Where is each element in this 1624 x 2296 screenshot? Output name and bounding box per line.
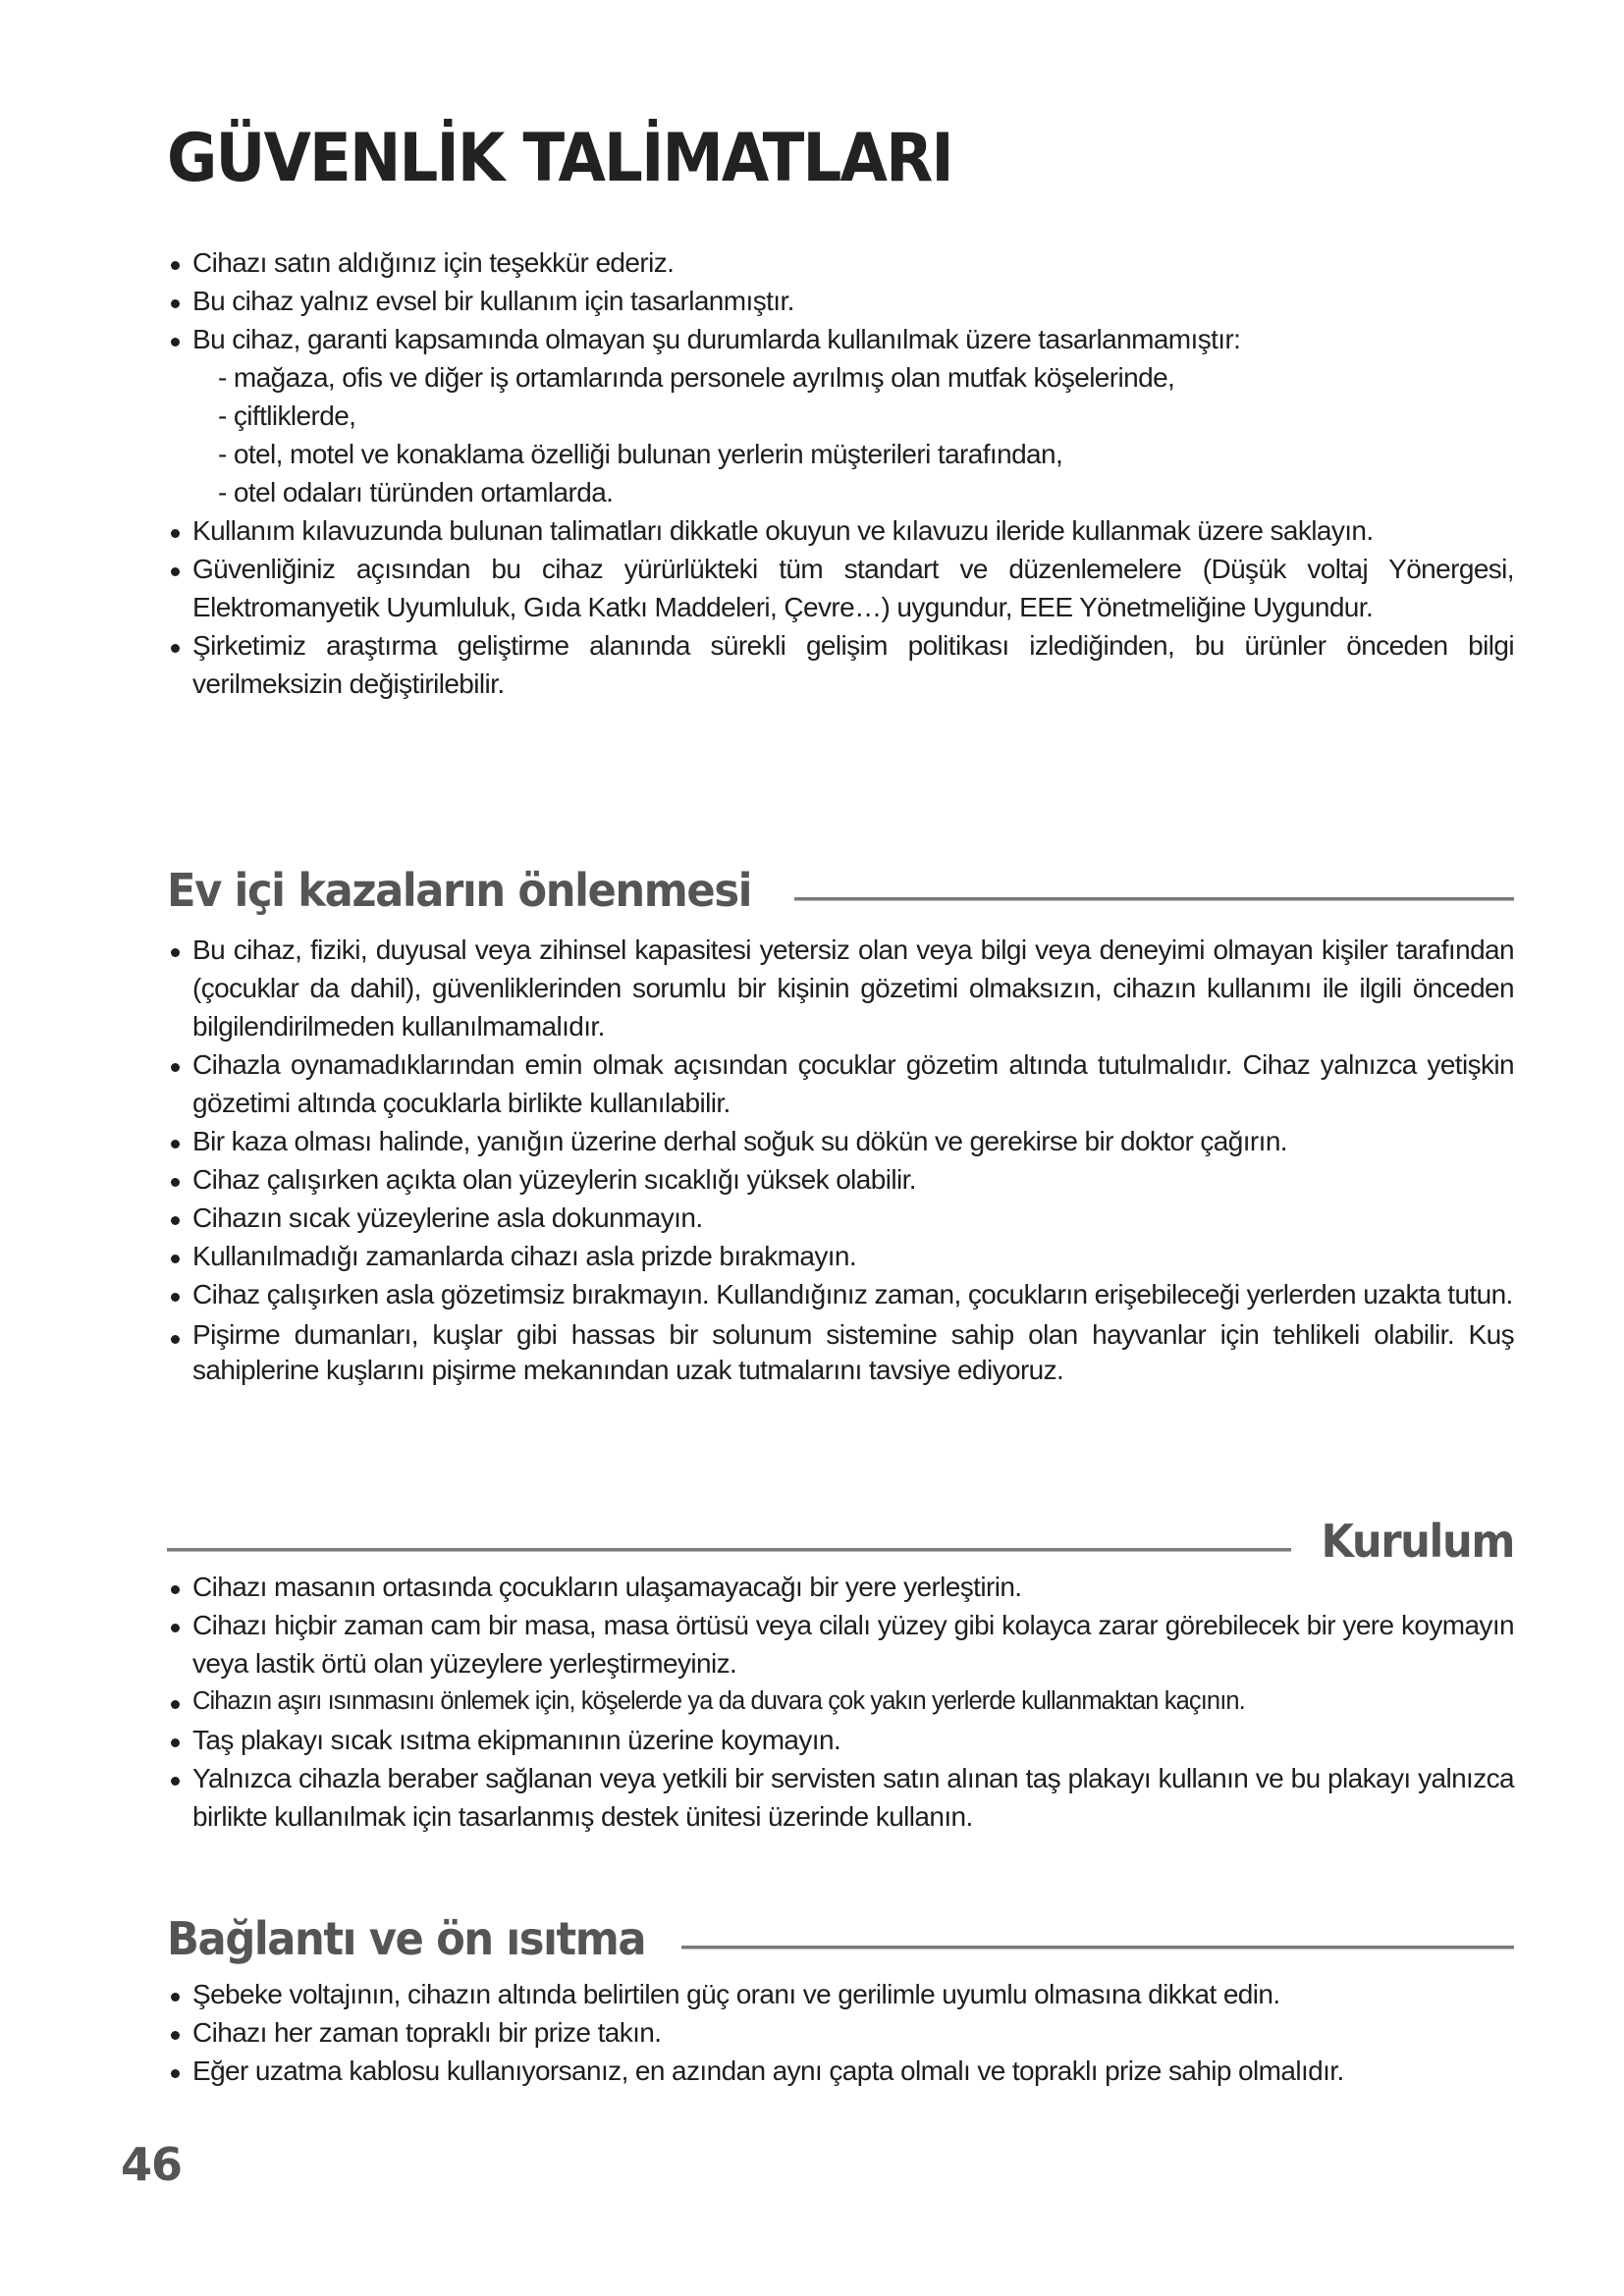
list-item: Cihazı satın aldığınız için teşekkür ederiz.: [167, 243, 1514, 282]
usage-exclusions-list: [192, 358, 1514, 511]
accident-prevention-section: [167, 856, 1514, 1388]
section-rule: [794, 897, 1514, 901]
list-item: Kullanım kılavuzunda bulunan talimatları dikkatle okuyun ve kılavuzu ileride kullanmak üzere saklayın.: [167, 511, 1514, 550]
list-item: Cihazı her zaman topraklı bir prize takın.: [167, 2013, 1514, 2052]
list-item: Güvenliğiniz açısından bu cihaz yürürlükteki tüm standart ve düzenlemelere (Düşük voltaj Yönergesi, Elektromanyetik Uyumluluk, Gıda Katkı Maddeleri, Çevre…) uygundur, EEE Yönetmeliğine Uygundur.: [167, 550, 1514, 626]
connection-list: [167, 1975, 1514, 2090]
list-item: Taş plakayı sıcak ısıtma ekipmanının üzerine koymayın.: [167, 1721, 1514, 1759]
list-item: Şebeke voltajının, cihazın altında belirtilen güç oranı ve gerilimle uyumlu olmasına dikkat edin.: [167, 1975, 1514, 2013]
list-item: Pişirme dumanları, kuşlar gibi hassas bir solunum sistemine sahip olan hayvanlar için tehlikeli olabilir. Kuş sahiplerine kuşlarını pişirme mekanından uzak tutmalarını tavsiye ediyoruz.: [167, 1317, 1514, 1388]
section-title: Ev içi kazaların önlenmesi: [167, 864, 752, 917]
list-item: Bu cihaz yalnız evsel bir kullanım için tasarlanmıştır.: [167, 282, 1514, 320]
intro-section: [167, 243, 1514, 703]
section-header: [167, 856, 1514, 925]
list-item: Bir kaza olması halinde, yanığın üzerine derhal soğuk su dökün ve gerekirse bir doktor çağırın.: [167, 1122, 1514, 1160]
section-rule: [681, 1946, 1514, 1949]
list-item: Eğer uzatma kablosu kullanıyorsanız, en azından aynı çapta olmalı ve topraklı prize sahip olmalıdır.: [167, 2052, 1514, 2090]
sub-list-item: - otel odaları türünden ortamlarda.: [218, 477, 614, 507]
list-item: Şirketimiz araştırma geliştirme alanında sürekli gelişim politikası izlediğinden, bu ürünler önceden bilgi verilmeksizin değiştirilebilir.: [167, 626, 1514, 703]
list-item: Cihaz çalışırken açıkta olan yüzeylerin sıcaklığı yüksek olabilir.: [167, 1160, 1514, 1199]
list-item: Cihazı hiçbir zaman cam bir masa, masa örtüsü veya cilalı yüzey gibi kolayca zarar görebilecek bir yere koymayın veya lastik örtü olan yüzeylere yerleştirmeyiniz.: [167, 1606, 1514, 1682]
accident-prevention-list: [167, 931, 1514, 1388]
installation-list: [167, 1568, 1514, 1836]
section-title: Kurulum: [1321, 1515, 1514, 1568]
section-rule: [167, 1548, 1291, 1552]
section-header: [167, 1904, 1514, 1973]
list-item: Kullanılmadığı zamanlarda cihazı asla prizde bırakmayın.: [167, 1237, 1514, 1275]
list-item: Yalnızca cihazla beraber sağlanan veya yetkili bir servisten satın alınan taş plakayı kullanın ve bu plakayı yalnızca birlikte kullanılmak için tasarlanmış destek ünitesi üzerinde kullanın.: [167, 1759, 1514, 1836]
sub-list-item: - çiftliklerde,: [218, 400, 356, 431]
installation-section: [167, 1507, 1514, 1836]
sub-list-item: - otel, motel ve konaklama özelliği bulunan yerlerin müşterileri tarafından,: [218, 439, 1063, 469]
list-item: Cihazın sıcak yüzeylerine asla dokunmayın.: [167, 1199, 1514, 1237]
intro-list: [167, 243, 1514, 703]
list-item-text: Bu cihaz, garanti kapsamında olmayan şu durumlarda kullanılmak üzere tasarlanmamıştır:: [192, 324, 1241, 354]
connection-preheating-section: [167, 1904, 1514, 2090]
list-item: Cihaz çalışırken asla gözetimsiz bırakmayın. Kullandığınız zaman, çocukların erişebileceği yerlerden uzakta tutun.: [167, 1275, 1514, 1313]
section-title: Bağlantı ve ön ısıtma: [167, 1912, 646, 1965]
list-item: [167, 320, 1514, 511]
list-item: Cihazı masanın ortasında çocukların ulaşamayacağı bir yere yerleştirin.: [167, 1568, 1514, 1606]
page-number: 46: [121, 2138, 183, 2191]
list-item: Bu cihaz, fiziki, duyusal veya zihinsel kapasitesi yetersiz olan veya bilgi veya deneyimi olmayan kişiler tarafından (çocuklar da dahil), güvenliklerinden sorumlu bir kişinin gözetimi olmaksızın, cihazın kullanımı ile ilgili önceden bilgilendirilmeden kullanılmamalıdır.: [167, 931, 1514, 1045]
page-title: GÜVENLİK TALİMATLARI: [167, 120, 952, 197]
sub-list-item: - mağaza, ofis ve diğer iş ortamlarında personele ayrılmış olan mutfak köşelerinde,: [218, 362, 1175, 393]
section-header: [167, 1507, 1514, 1575]
list-item: Cihazın aşırı ısınmasını önlemek için, köşelerde ya da duvara çok yakın yerlerde kullanmaktan kaçının.: [167, 1682, 1514, 1721]
list-item: Cihazla oynamadıklarından emin olmak açısından çocuklar gözetim altında tutulmalıdır. Cihaz yalnızca yetişkin gözetimi altında çocuklarla birlikte kullanılabilir.: [167, 1045, 1514, 1122]
